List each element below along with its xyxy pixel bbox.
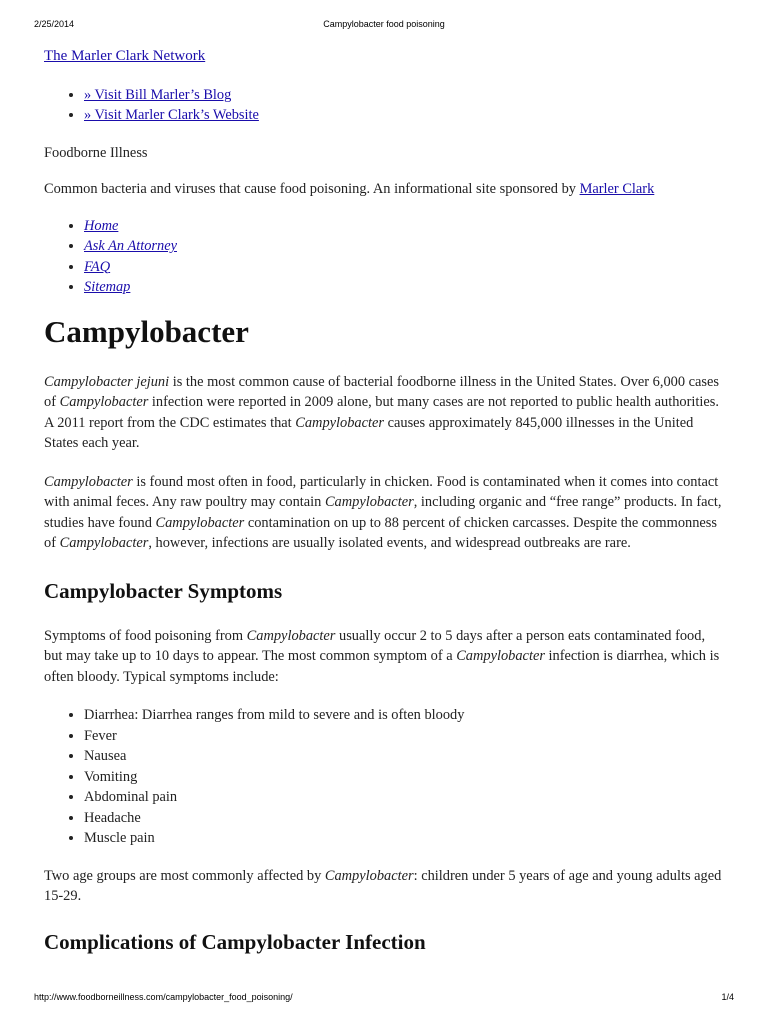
text-run: is the most common cause of bacterial foodborne illness in the United States. Over 6,000 cases of: [44, 373, 720, 410]
text-run: Two age groups are most commonly affected by: [44, 867, 325, 884]
age-groups-paragraph: [44, 866, 724, 907]
species-name: Campylobacter: [456, 648, 545, 664]
sources-paragraph: [44, 472, 724, 554]
symptoms-list: [44, 705, 724, 849]
list-item: • Nausea: [84, 746, 724, 767]
print-footer: [0, 992, 768, 1006]
species-name: Campylobacter: [59, 535, 149, 551]
list-item: • Diarrhea: Diarrhea ranges from mild to severe and is often bloody: [84, 705, 724, 726]
blog-link[interactable]: » Visit Bill Marler’s Blog: [84, 86, 232, 103]
text-run: , however, infections are usually isolated events, and widespread outbreaks are rare.: [148, 535, 631, 551]
nav-item-faq: [84, 257, 724, 278]
species-name: Campylobacter: [59, 394, 149, 410]
nav-item-home: [84, 216, 724, 237]
list-item: • Fever: [84, 726, 724, 747]
print-date: 2/25/2014: [34, 19, 75, 29]
page-title: Campylobacter: [44, 313, 249, 349]
text-run: contamination on up to 88 percent of chicken carcasses. Despite the commonness of: [44, 514, 717, 551]
text-run: causes approximately 845,000 illnesses in the United States each year.: [44, 414, 694, 451]
text-run: infection were reported in 2009 alone, but many cases are not reported to public health authorities. A 2011 report from the CDC estimates that: [44, 394, 719, 431]
intro-paragraph: [44, 372, 724, 454]
text-run: : children under 5 years of age and young adults aged 15-29.: [44, 867, 722, 904]
symptoms-heading: Campylobacter Symptoms: [44, 578, 283, 603]
nav-item-ask-attorney: [84, 236, 724, 257]
complications-heading: Complications of Campylobacter Infection: [44, 929, 426, 954]
text-run: usually occur 2 to 5 days after a person eats contaminated food, but may take up to 10 days to appear. The most common symptom of a: [44, 627, 706, 664]
text-run: Symptoms of food poisoning from: [44, 627, 247, 644]
text-run: is found most often in food, particularly in chicken. Food is contaminated when it comes into contact with animal feces. Any raw poultry may contain: [44, 473, 719, 510]
nav-link-sitemap[interactable]: Sitemap: [84, 279, 131, 295]
print-header: [0, 19, 768, 33]
list-item: • Vomiting: [84, 767, 724, 788]
network-title-link[interactable]: The Marler Clark Network: [44, 48, 206, 64]
page-content: [44, 46, 724, 957]
text-run: infection is diarrhea, which is often bloody. Typical symptoms include:: [44, 648, 720, 685]
print-title: Campylobacter food poisoning: [323, 19, 445, 29]
nav-link-faq[interactable]: FAQ: [84, 258, 111, 275]
nav-link-ask-attorney[interactable]: Ask An Attorney: [84, 238, 177, 254]
nav-item-sitemap: [84, 277, 724, 298]
species-name: Campylobacter jejuni: [44, 373, 170, 390]
list-item: • Headache: [84, 808, 724, 829]
tagline-text: Common bacteria and viruses that cause food poisoning. An informational site sponsored by: [44, 181, 580, 197]
network-link-item: [84, 85, 724, 106]
main-nav: [44, 216, 724, 298]
species-name: Campylobacter: [44, 473, 133, 490]
site-tagline: [44, 179, 724, 200]
species-name: Campylobacter: [155, 514, 245, 531]
site-name: Foodborne Illness: [44, 144, 148, 161]
print-url: http://www.foodborneillness.com/campylobacter_food_poisoning/: [34, 992, 293, 1002]
sponsor-link[interactable]: Marler Clark: [579, 181, 655, 197]
species-name: Campylobacter: [295, 414, 384, 431]
list-item: • Muscle pain: [84, 828, 724, 849]
species-name: Campylobacter: [246, 627, 336, 644]
website-link[interactable]: » Visit Marler Clark’s Website: [84, 107, 259, 123]
symptoms-paragraph: [44, 626, 724, 688]
print-page-number: 1/4: [721, 992, 734, 1002]
list-item: • Abdominal pain: [84, 787, 724, 808]
species-name: Campylobacter: [324, 494, 414, 510]
species-name: Campylobacter: [324, 867, 414, 884]
text-run: , including organic and “free range” products. In fact, studies have found: [44, 494, 722, 531]
network-links: [44, 85, 724, 126]
network-link-item: [84, 105, 724, 126]
nav-link-home[interactable]: Home: [84, 217, 119, 234]
